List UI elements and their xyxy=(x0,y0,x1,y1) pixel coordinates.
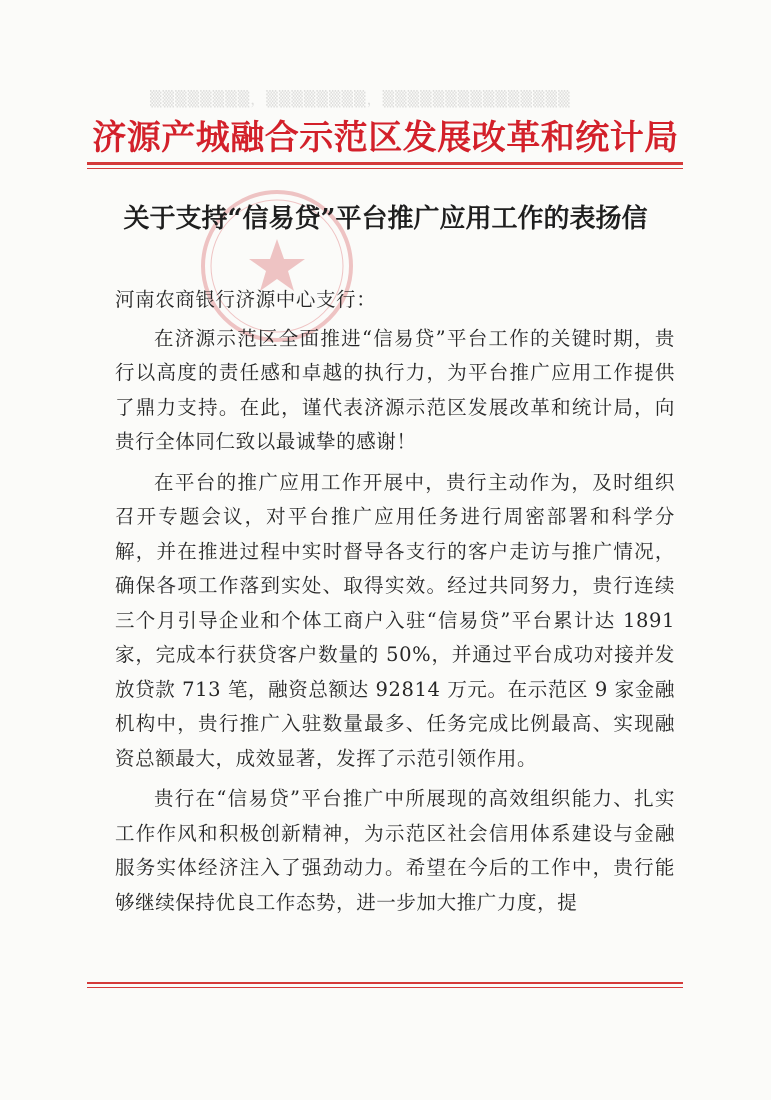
body-paragraph-3: 贵行在“信易贷”平台推广中所展现的高效组织能力、扎实工作作风和积极创新精神，为示范区社会信用体系建设与金融服务实体经济注入了强劲动力。希望在今后的工作中，贵行能够继续保持优良工作态势，进一步加大推广力度，提 xyxy=(115,787,675,914)
issuer-header: 济源产城融合示范区发展改革和统计局 xyxy=(92,118,679,158)
header-rule-thin xyxy=(87,168,683,169)
body-paragraph-1: 在济源示范区全面推进“信易贷”平台工作的关键时期，贵行以高度的责任感和卓越的执行力，为平台推广应用工作提供了鼎力支持。在此，谨代表济源示范区发展改革和统计局，向贵行全体同仁致以最诚挚的感谢！ xyxy=(115,326,675,453)
footer-rule-thick xyxy=(87,982,683,984)
body-paragraph-2: 在平台的推广应用工作开展中，贵行主动作为，及时组织召开专题会议，对平台推广应用任务进行周密部署和科学分解，并在推进过程中实时督导各支行的客户走访与推广情况，确保各项工作落到实处、取得实效。经过共同努力，贵行连续三个月引导企业和个体工商户入驻“信易贷”平台累计达 1891 家，完成本行获贷客户数量的 50%，并通过平台成功对接并发放贷款 713 笔，融资总额达 92814 万元。在示范区 9 家金融机构中，贵行推广入驻数量最多、任务完成比例最高、实现融资总额最大，成效显著，发挥了示范引领作用。 xyxy=(115,470,675,770)
header-rule-thick xyxy=(87,162,683,165)
salutation: 河南农商银行济源中心支行： xyxy=(115,288,377,311)
letter-body xyxy=(115,283,675,926)
footer-rule-thin xyxy=(87,987,683,988)
letter-title: 关于支持“信易贷”平台推广应用工作的表扬信 xyxy=(123,204,648,234)
bleed-through-text: ▒▒▒▒▒▒▒▒，▒▒▒▒▒▒▒▒，▒▒▒▒▒▒▒▒▒▒▒▒▒▒▒ xyxy=(150,90,571,108)
